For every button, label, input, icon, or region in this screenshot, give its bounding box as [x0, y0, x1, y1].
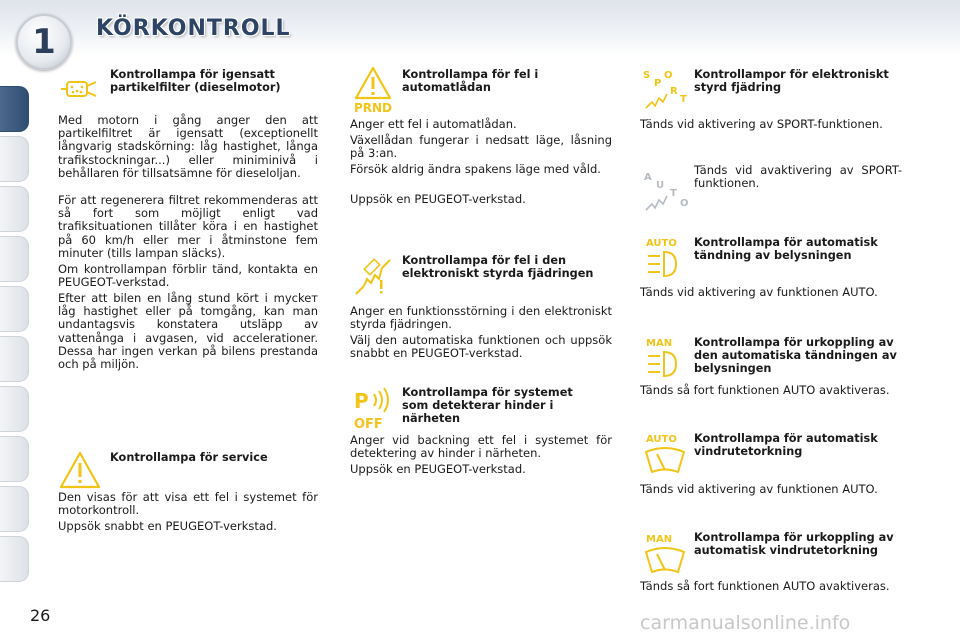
heading-particle-filter: Kontrollampa för igensatt partikelfilter (dieselmotor) — [110, 68, 281, 94]
chapter-tab-7[interactable] — [0, 386, 29, 432]
heading-suspension-fault: Kontrollampa för fel i den elektroniskt styrda fjädringen — [402, 254, 594, 280]
paragraph: Anger en funktionsstörning i den elektroniskt styrda fjädringen. — [350, 304, 612, 332]
paragraph: Tänds vid avaktivering av SPORT-funktionen. — [694, 163, 902, 191]
chapter-tab-9[interactable] — [0, 486, 29, 532]
paragraph: Med motorn i gång anger den att partikelfiltret är igensatt (exceptionellt långvarig stadskörning: låg hastighet, långa trafikstockningar...) eller miniminivå i behållaren för tillsatsämne för dieseloljan. — [58, 113, 318, 180]
paragraph: Välj den automatiska funktionen och uppsök snabbt en PEUGEOT-verkstad. — [350, 333, 612, 361]
svg-text:T: T — [670, 188, 677, 199]
manual-wiper-icon — [642, 532, 688, 576]
suspension-fault-icon — [350, 254, 396, 300]
auto-wiper-icon — [642, 432, 688, 476]
heading-auto-headlamp: Kontrollampa för automatisk tändning av belysningen — [694, 236, 878, 262]
heading-sport-suspension: Kontrollampor för elektroniskt styrd fjädring — [694, 68, 889, 94]
svg-text:MAN: MAN — [646, 338, 673, 349]
svg-text:P: P — [354, 389, 369, 413]
chapter-tab-1[interactable] — [0, 86, 29, 132]
paragraph: För att regenerera filtret rekommenderas att så fort som möjligt enligt vad trafiksituationen tillåter köra i en hastighet på 60 km/h eller mer i åtminstone fem minuter (tills lampan släcks). — [58, 193, 318, 260]
svg-text:R: R — [670, 86, 678, 97]
chapter-tab-4[interactable] — [0, 236, 29, 282]
page-title: KÖRKONTROLL — [96, 16, 291, 41]
warning-triangle-icon — [58, 450, 102, 490]
svg-text:MAN: MAN — [646, 534, 673, 545]
paragraph: Anger ett fel i automatlådan. — [350, 117, 517, 131]
svg-text:AUTO: AUTO — [646, 434, 677, 445]
parking-icon-label: OFF — [354, 417, 383, 432]
paragraph: Uppsök snabbt en PEUGEOT-verkstad. — [58, 519, 277, 533]
svg-text:AUTO: AUTO — [646, 238, 677, 249]
chapter-tab-6[interactable] — [0, 336, 29, 382]
paragraph: Tänds så fort funktionen AUTO avaktiveras. — [640, 579, 890, 593]
paragraph: Växellådan fungerar i nedsatt läge, låsning på 3:an. — [350, 133, 612, 161]
chapter-tab-3[interactable] — [0, 186, 29, 232]
chapter-tab-strip — [0, 68, 30, 580]
paragraph: Om kontrollampan förblir tänd, kontakta en PEUGEOT-verkstad. — [58, 262, 318, 290]
heading-parking-sensor: Kontrollampa för systemet som detekterar hinder i närheten — [402, 386, 573, 425]
paragraph: Tänds så fort funktionen AUTO avaktiveras. — [640, 383, 890, 397]
paragraph: Uppsök en PEUGEOT-verkstad. — [350, 462, 526, 476]
paragraph: Tänds vid aktivering av funktionen AUTO. — [640, 482, 878, 496]
paragraph: Uppsök en PEUGEOT-verkstad. — [350, 192, 526, 206]
auto-headlamp-icon — [642, 236, 688, 280]
watermark-text: carmanualsonline.info — [640, 612, 851, 634]
page-number: 26 — [30, 606, 51, 625]
svg-text:O: O — [680, 198, 689, 209]
gearbox-fault-icon — [350, 66, 396, 114]
svg-text:P: P — [654, 78, 662, 89]
svg-text:T: T — [680, 94, 687, 105]
paragraph: Tänds vid aktivering av funktionen AUTO. — [640, 285, 878, 299]
chapter-tab-2[interactable] — [0, 136, 29, 182]
parking-sensor-off-icon — [350, 386, 398, 432]
paragraph: Tänds vid aktivering av SPORT-funktionen. — [640, 117, 883, 131]
chapter-number-badge: 1 — [16, 14, 72, 70]
heading-auto-wiper: Kontrollampa för automatisk vindrutetorkning — [694, 432, 878, 458]
manual-headlamp-icon — [642, 336, 688, 380]
auto-suspension-icon — [640, 168, 690, 214]
paragraph: Anger vid backning ett fel i systemet för detektering av hinder i närheten. — [350, 433, 612, 461]
chapter-tab-10[interactable] — [0, 536, 29, 582]
heading-service: Kontrollampa för service — [110, 451, 268, 464]
particle-filter-icon — [58, 70, 100, 108]
paragraph: Den visas för att visa ett fel i systemet för motorkontroll. — [58, 490, 318, 518]
svg-text:A: A — [644, 172, 652, 183]
heading-manual-wiper: Kontrollampa för urkoppling av automatisk vindrutetorkning — [694, 531, 894, 557]
paragraph: Efter att bilen en lång stund kört i myckeт låg hastighet eller på tomgång, kan man undantagsvis konstatera utsläpp av vattenånga i avgasen, vid accelerationer. Dessa har ingen verkan på bilens prestanda och på miljön. — [58, 291, 318, 372]
chapter-tab-5[interactable] — [0, 286, 29, 332]
svg-text:O: O — [664, 70, 673, 81]
gearbox-icon-label: PRND — [353, 101, 393, 114]
sport-suspension-icon — [640, 66, 690, 112]
heading-manual-headlamp: Kontrollampa för urkoppling av den automatiska tändningen av belysningen — [694, 336, 897, 375]
svg-text:S: S — [643, 70, 651, 81]
chapter-tab-8[interactable] — [0, 436, 29, 482]
heading-gearbox: Kontrollampa för fel i automatlådan — [402, 68, 539, 94]
svg-text:U: U — [656, 180, 665, 191]
paragraph: Försök aldrig ändra spakens läge med våld. — [350, 162, 601, 176]
